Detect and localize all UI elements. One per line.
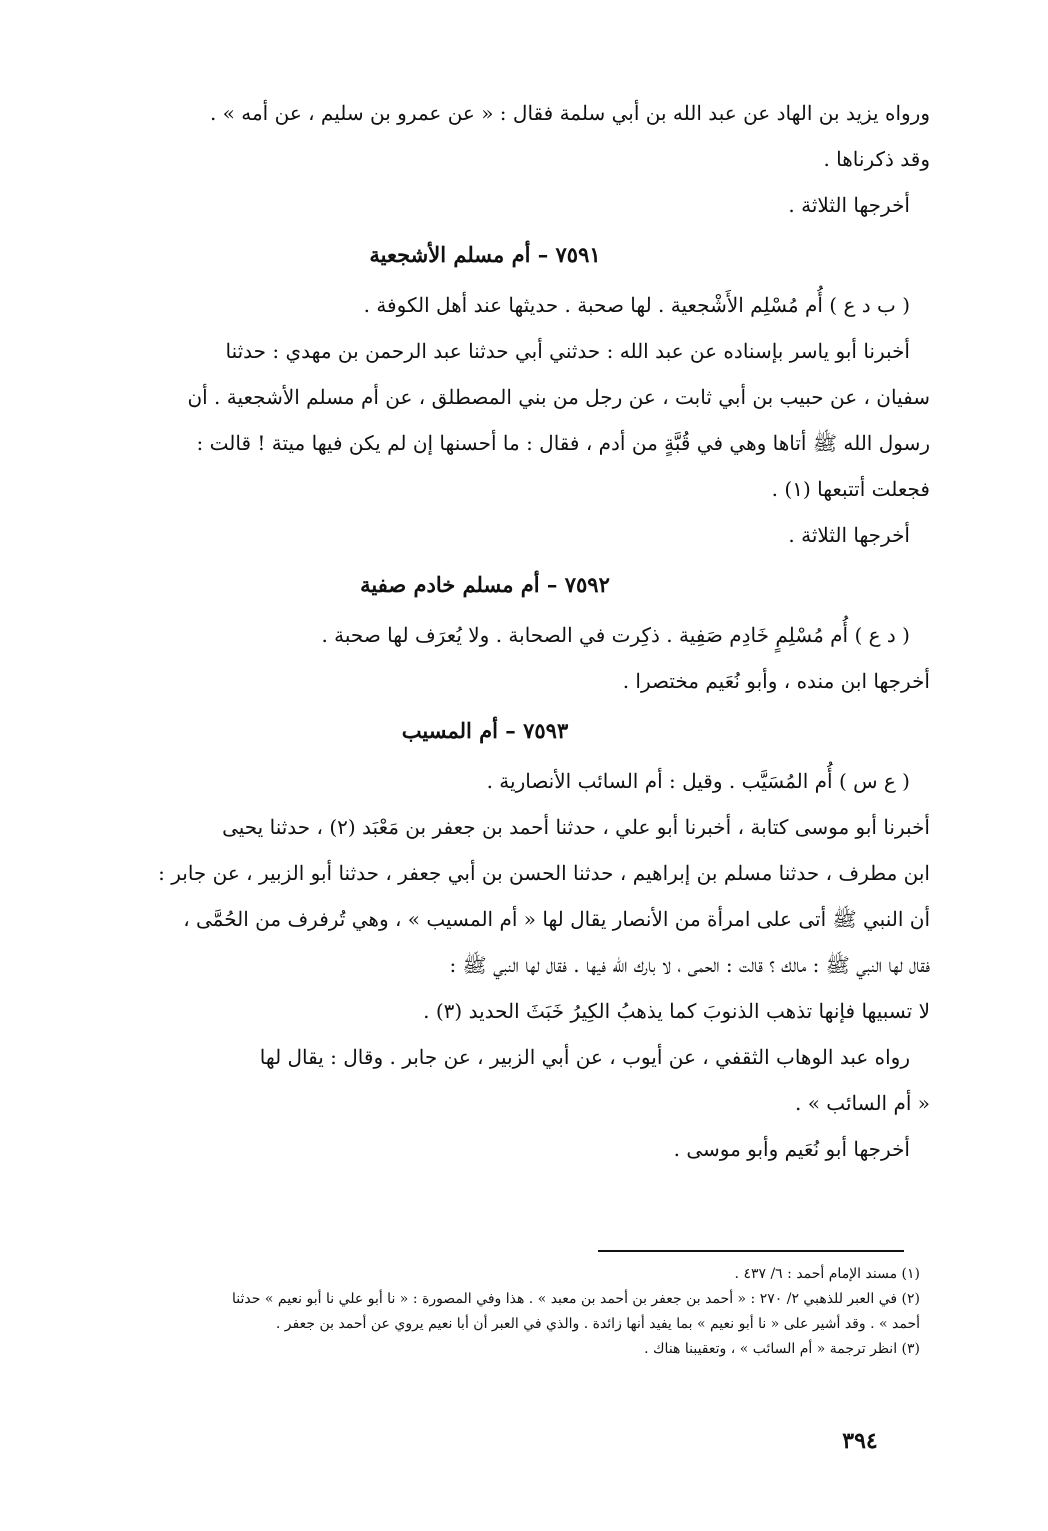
paragraph-line: سفيان ، عن حبيب بن أبي ثابت ، عن رجل من بني المصطلق ، عن أم مسلم الأشجعية . أن bbox=[187, 385, 930, 409]
paragraph-line: لا تسبيها فإنها تذهب الذنوبَ كما يذهبُ الكِيرُ خَبَثَ الحديد (٣) . bbox=[423, 999, 930, 1023]
paragraph-line: رسول الله ﷺ أتاها وهي في قُبَّةٍ من أدم ، فقال : ما أحسنها إن لم يكن فيها ميتة ! قالت : bbox=[196, 431, 930, 455]
footnote-1: (١) مسند الإمام أحمد : ٦/ ٤٣٧ . bbox=[734, 1266, 920, 1282]
footnote-2-continued: أحمد » . وقد أشير على « نا أبو نعيم » بما يفيد أنها زائدة . والذي في العبر أن أبا نعيم يروي عن أحمد بن جعفر . bbox=[275, 1316, 920, 1332]
paragraph-line: « أم السائب » . bbox=[795, 1091, 930, 1115]
paragraph: ( ب د ع ) أُم مُسْلِم الأَشْجعية . لها صحبة . حديثها عند أهل الكوفة . bbox=[363, 293, 910, 317]
paragraph: ( د ع ) أُم مُسْلِمٍ خَادِم صَفِية . ذكِرت في الصحابة . ولا يُعرَف لها صحبة . bbox=[321, 623, 910, 647]
entry-title-7593: ٧٥٩٣ – أم المسيب bbox=[401, 718, 569, 743]
paragraph-line: ابن مطرف ، حدثنا مسلم بن إبراهيم ، حدثنا الحسن بن أبي جعفر ، حدثنا أبو الزبير ، عن جابر : bbox=[158, 861, 930, 885]
paragraph: أخرجها ابن منده ، وأبو نُعَيم مختصرا . bbox=[622, 669, 930, 693]
paragraph-line: فجعلت أتتبعها (١) . bbox=[771, 477, 930, 501]
paragraph-line: أخبرنا أبو ياسر بإسناده عن عبد الله : حدثني أبي حدثنا عبد الرحمن بن مهدي : حدثنا bbox=[225, 339, 910, 363]
footnotes bbox=[40, 1262, 920, 1362]
paragraph-line: أخبرنا أبو موسى كتابة ، أخبرنا أبو علي ، حدثنا أحمد بن جعفر بن مَعْبَد (٢) ، حدثنا يحيى bbox=[222, 815, 930, 839]
paragraph: أخرجها الثلاثة . bbox=[788, 193, 910, 217]
paragraph: ( ع س ) أُم المُسَيَّب . وقيل : أم السائب الأنصارية . bbox=[486, 769, 910, 793]
footnote-separator bbox=[598, 1250, 904, 1252]
footnote-2: (٢) في العبر للذهبي ٢/ ٢٧٠ : « أحمد بن جعفر بن أحمد بن معبد » . هذا وفي المصورة : « نا أبو علي نا أبو نعيم » حدثنا bbox=[232, 1291, 920, 1307]
page-number: ٣٩٤ bbox=[842, 1428, 878, 1454]
paragraph-line: ورواه يزيد بن الهاد عن عبد الله بن أبي سلمة فقال : « عن عمرو بن سليم ، عن أمه » . bbox=[209, 101, 930, 125]
main-text bbox=[40, 90, 930, 1172]
paragraph-line: وقد ذكرناها . bbox=[823, 147, 930, 171]
paragraph: أخرجها الثلاثة . bbox=[788, 523, 910, 547]
entry-title-7592: ٧٥٩٢ – أم مسلم خادم صفية bbox=[360, 572, 610, 597]
paragraph-line: رواه عبد الوهاب الثقفي ، عن أيوب ، عن أبي الزبير ، عن جابر . وقال : يقال لها bbox=[259, 1045, 910, 1069]
paragraph-line: فقال لها النبي ﷺ : مالك ؟ قالت : الحمى ، لا بارك الله فيها . فقال لها النبي ﷺ : bbox=[449, 953, 930, 977]
paragraph: أخرجها أبو نُعَيم وأبو موسى . bbox=[673, 1137, 910, 1161]
entry-title-7591: ٧٥٩١ – أم مسلم الأشجعية bbox=[369, 242, 601, 267]
paragraph-line: أن النبي ﷺ أتى على امرأة من الأنصار يقال لها « أم المسيب » ، وهي تُرفرف من الحُمَّى ، bbox=[183, 907, 930, 931]
footnote-3: (٣) انظر ترجمة « أم السائب » ، وتعقيبنا هناك . bbox=[644, 1341, 920, 1357]
